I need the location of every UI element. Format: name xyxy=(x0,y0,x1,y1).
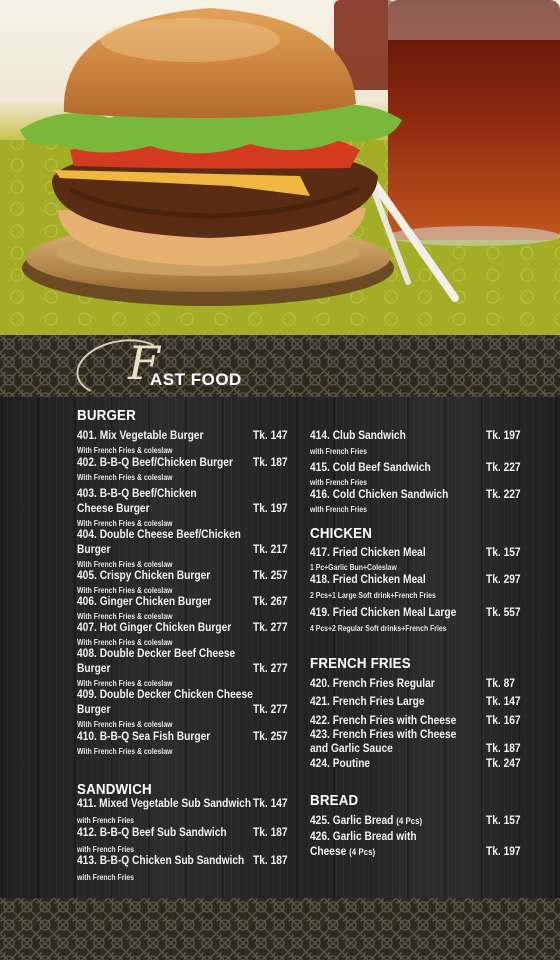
item-408-name: 408. Double Decker Beef Cheese xyxy=(77,647,236,660)
item-426-price: Tk. 197 xyxy=(486,845,521,858)
item-416-name: 416. Cold Chicken Sandwich xyxy=(310,488,449,501)
item-401-name: 401. Mix Vegetable Burger xyxy=(77,429,204,442)
section-heading-french-fries: FRENCH FRIES xyxy=(310,656,411,672)
item-426-pcs: (4 Pcs) xyxy=(349,847,376,857)
item-401-price: Tk. 147 xyxy=(253,429,288,442)
item-424-name: 424. Poutine xyxy=(310,757,371,770)
item-417-price: Tk. 157 xyxy=(486,546,521,559)
item-412-name: 412. B-B-Q Beef Sub Sandwich xyxy=(77,826,227,839)
item-419-note: 4 Pcs+2 Regular Soft drinks+French Fries xyxy=(310,624,447,633)
item-412-note: with French Fries xyxy=(77,845,134,854)
item-426-name: 426. Garlic Bread with xyxy=(310,830,417,843)
hero-photo xyxy=(0,0,560,335)
item-411-note: with French Fries xyxy=(77,816,134,825)
fast-food-title xyxy=(74,336,242,398)
item-405-price: Tk. 257 xyxy=(253,569,288,582)
item-407-note: With French Fries & coleslaw xyxy=(77,638,173,647)
item-403-price: Tk. 197 xyxy=(253,502,288,515)
item-417-note: 1 Pc+Garlic Bun+Coleslaw xyxy=(310,563,397,572)
section-heading-burger: BURGER xyxy=(77,408,136,424)
item-401-note: With French Fries & coleslaw xyxy=(77,446,173,455)
item-408-note: With French Fries & coleslaw xyxy=(77,679,173,688)
item-418-price: Tk. 297 xyxy=(486,573,521,586)
item-417-name: 417. Fried Chicken Meal xyxy=(310,546,426,559)
item-414-name: 414. Club Sandwich xyxy=(310,429,406,442)
item-424-price: Tk. 247 xyxy=(486,757,521,770)
item-425-price: Tk. 157 xyxy=(486,814,521,827)
item-415-note: with French Fries xyxy=(310,478,367,487)
item-403-name-line2: Cheese Burger xyxy=(77,502,150,515)
item-402-price: Tk. 187 xyxy=(253,456,288,469)
item-410-note: With French Fries & coleslaw xyxy=(77,747,173,756)
item-421-price: Tk. 147 xyxy=(486,695,521,708)
item-415-price: Tk. 227 xyxy=(486,461,521,474)
item-411-name: 411. Mixed Vegetable Sub Sandwich xyxy=(77,797,252,810)
item-422-name: 422. French Fries with Cheese xyxy=(310,714,457,727)
item-402-name: 402. B-B-Q Beef/Chicken Burger xyxy=(77,456,233,469)
item-407-price: Tk. 277 xyxy=(253,621,288,634)
item-404-note: With French Fries & coleslaw xyxy=(77,560,173,569)
item-414-price: Tk. 197 xyxy=(486,429,521,442)
item-425-name-text: 425. Garlic Bread xyxy=(310,814,394,827)
item-420-price: Tk. 87 xyxy=(486,677,515,690)
item-408-price: Tk. 277 xyxy=(253,662,288,675)
title-initial: F xyxy=(128,336,160,390)
item-418-name: 418. Fried Chicken Meal xyxy=(310,573,426,586)
item-403-note: With French Fries & coleslaw xyxy=(77,519,173,528)
item-416-price: Tk. 227 xyxy=(486,488,521,501)
item-406-price: Tk. 267 xyxy=(253,595,288,608)
item-409-name: 409. Double Decker Chicken Cheese xyxy=(77,688,253,701)
item-419-name: 419. Fried Chicken Meal Large xyxy=(310,606,457,619)
burger-and-drink-illustration xyxy=(0,0,560,335)
item-407-name: 407. Hot Ginger Chicken Burger xyxy=(77,621,232,634)
item-406-name: 406. Ginger Chicken Burger xyxy=(77,595,212,608)
item-404-price: Tk. 217 xyxy=(253,543,288,556)
item-413-name: 413. B-B-Q Chicken Sub Sandwich xyxy=(77,854,245,867)
item-406-note: With French Fries & coleslaw xyxy=(77,612,173,621)
bottom-pattern-band xyxy=(0,898,560,960)
item-402-note: With French Fries & coleslaw xyxy=(77,473,173,482)
item-426-name-line2 xyxy=(310,845,375,858)
title-text: AST FOOD xyxy=(150,370,242,389)
item-423-name-line2: and Garlic Sauce xyxy=(310,742,393,755)
item-419-price: Tk. 557 xyxy=(486,606,521,619)
item-416-note: with French Fries xyxy=(310,505,367,514)
item-411-price: Tk. 147 xyxy=(253,797,288,810)
item-425-name xyxy=(310,814,422,827)
item-423-name: 423. French Fries with Cheese xyxy=(310,728,457,741)
item-420-name: 420. French Fries Regular xyxy=(310,677,435,690)
item-409-note: With French Fries & coleslaw xyxy=(77,720,173,729)
item-425-pcs: (4 Pcs) xyxy=(396,816,423,826)
item-410-name: 410. B-B-Q Sea Fish Burger xyxy=(77,730,211,743)
item-423-price: Tk. 187 xyxy=(486,742,521,755)
item-405-name: 405. Crispy Chicken Burger xyxy=(77,569,211,582)
item-405-note: With French Fries & coleslaw xyxy=(77,586,173,595)
item-415-name: 415. Cold Beef Sandwich xyxy=(310,461,431,474)
item-426-name-line2-text: Cheese xyxy=(310,845,347,858)
item-409-name-line2: Burger xyxy=(77,703,111,716)
item-414-note: with French Fries xyxy=(310,447,367,456)
item-404-name-line2: Burger xyxy=(77,543,111,556)
section-heading-chicken: CHICKEN xyxy=(310,526,373,542)
section-heading-sandwich: SANDWICH xyxy=(77,782,152,798)
item-422-price: Tk. 167 xyxy=(486,714,521,727)
item-409-price: Tk. 277 xyxy=(253,703,288,716)
item-410-price: Tk. 257 xyxy=(253,730,288,743)
item-404-name: 404. Double Cheese Beef/Chicken xyxy=(77,528,241,541)
item-403-name: 403. B-B-Q Beef/Chicken xyxy=(77,487,197,500)
item-418-note: 2 Pcs+1 Large Soft drink+French Fries xyxy=(310,591,436,600)
item-413-price: Tk. 187 xyxy=(253,854,288,867)
item-412-price: Tk. 187 xyxy=(253,826,288,839)
item-421-name: 421. French Fries Large xyxy=(310,695,425,708)
item-408-name-line2: Burger xyxy=(77,662,111,675)
item-413-note: with French Fries xyxy=(77,873,134,882)
section-heading-bread: BREAD xyxy=(310,793,359,809)
